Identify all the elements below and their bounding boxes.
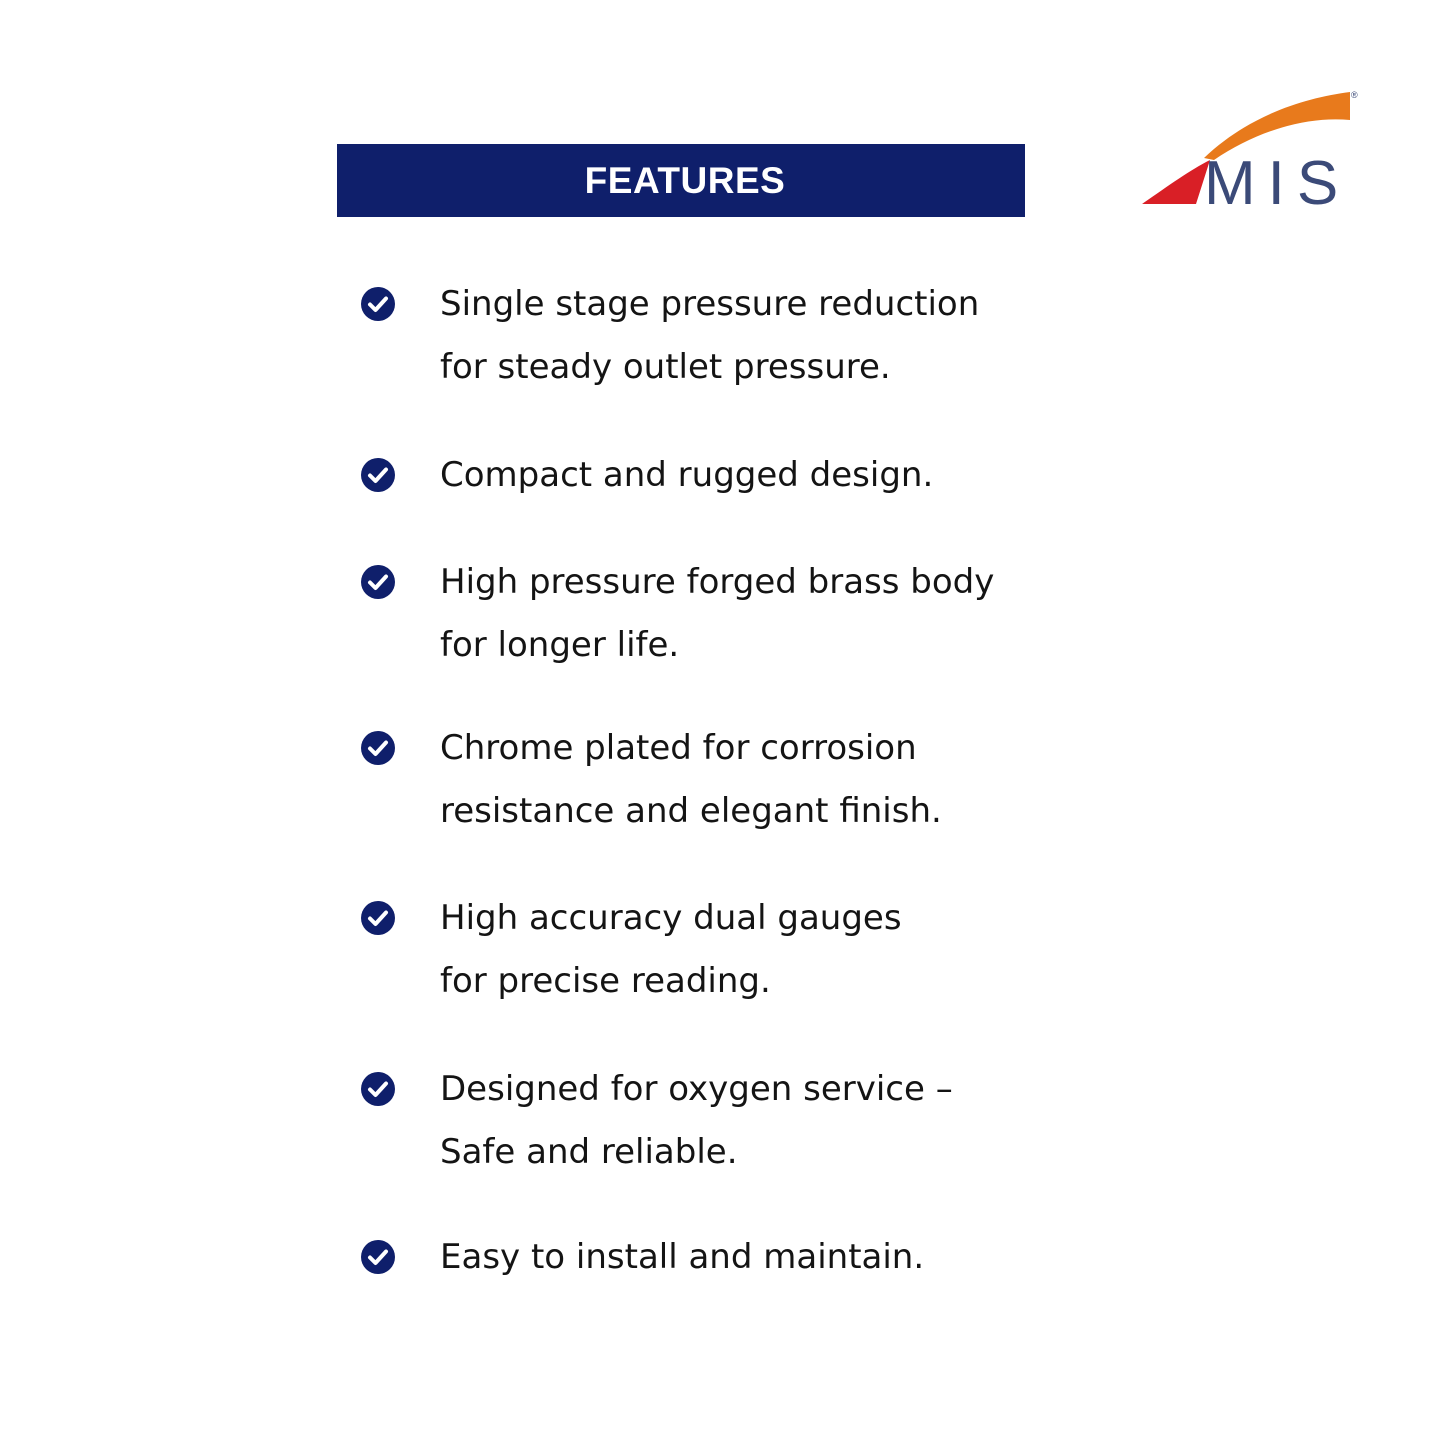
feature-text — [440, 887, 1040, 1013]
feature-text — [440, 717, 1040, 843]
check-circle-icon — [360, 1239, 396, 1275]
feature-text — [440, 444, 1040, 507]
check-circle-icon — [360, 900, 396, 936]
logo-red-swoosh — [1142, 160, 1210, 204]
feature-line: Single stage pressure reduction — [440, 284, 980, 324]
check-circle-icon — [360, 564, 396, 600]
feature-line: High accuracy dual gauges — [440, 898, 902, 938]
logo-text: MIS — [1204, 149, 1351, 210]
features-header-banner — [337, 144, 1025, 217]
feature-text — [440, 1058, 1040, 1184]
feature-line: Designed for oxygen service – — [440, 1069, 953, 1109]
feature-line: for steady outlet pressure. — [440, 347, 891, 387]
feature-line: for longer life. — [440, 625, 680, 665]
feature-line: Easy to install and maintain. — [440, 1237, 925, 1277]
feature-text — [440, 273, 1040, 399]
feature-line: Safe and reliable. — [440, 1132, 738, 1172]
feature-line: for precise reading. — [440, 961, 771, 1001]
feature-line: High pressure forged brass body — [440, 562, 995, 602]
features-title: FEATURES — [584, 159, 786, 201]
check-circle-icon — [360, 1071, 396, 1107]
feature-line: Chrome plated for corrosion — [440, 728, 917, 768]
check-circle-icon — [360, 457, 396, 493]
check-circle-icon — [360, 730, 396, 766]
mis-logo — [1138, 86, 1368, 210]
check-circle-icon — [360, 286, 396, 322]
feature-text — [440, 551, 1040, 677]
feature-line: Compact and rugged design. — [440, 455, 934, 495]
feature-text — [440, 1226, 1040, 1289]
feature-line: resistance and elegant finish. — [440, 791, 942, 831]
logo-registered-mark: ® — [1351, 90, 1358, 100]
